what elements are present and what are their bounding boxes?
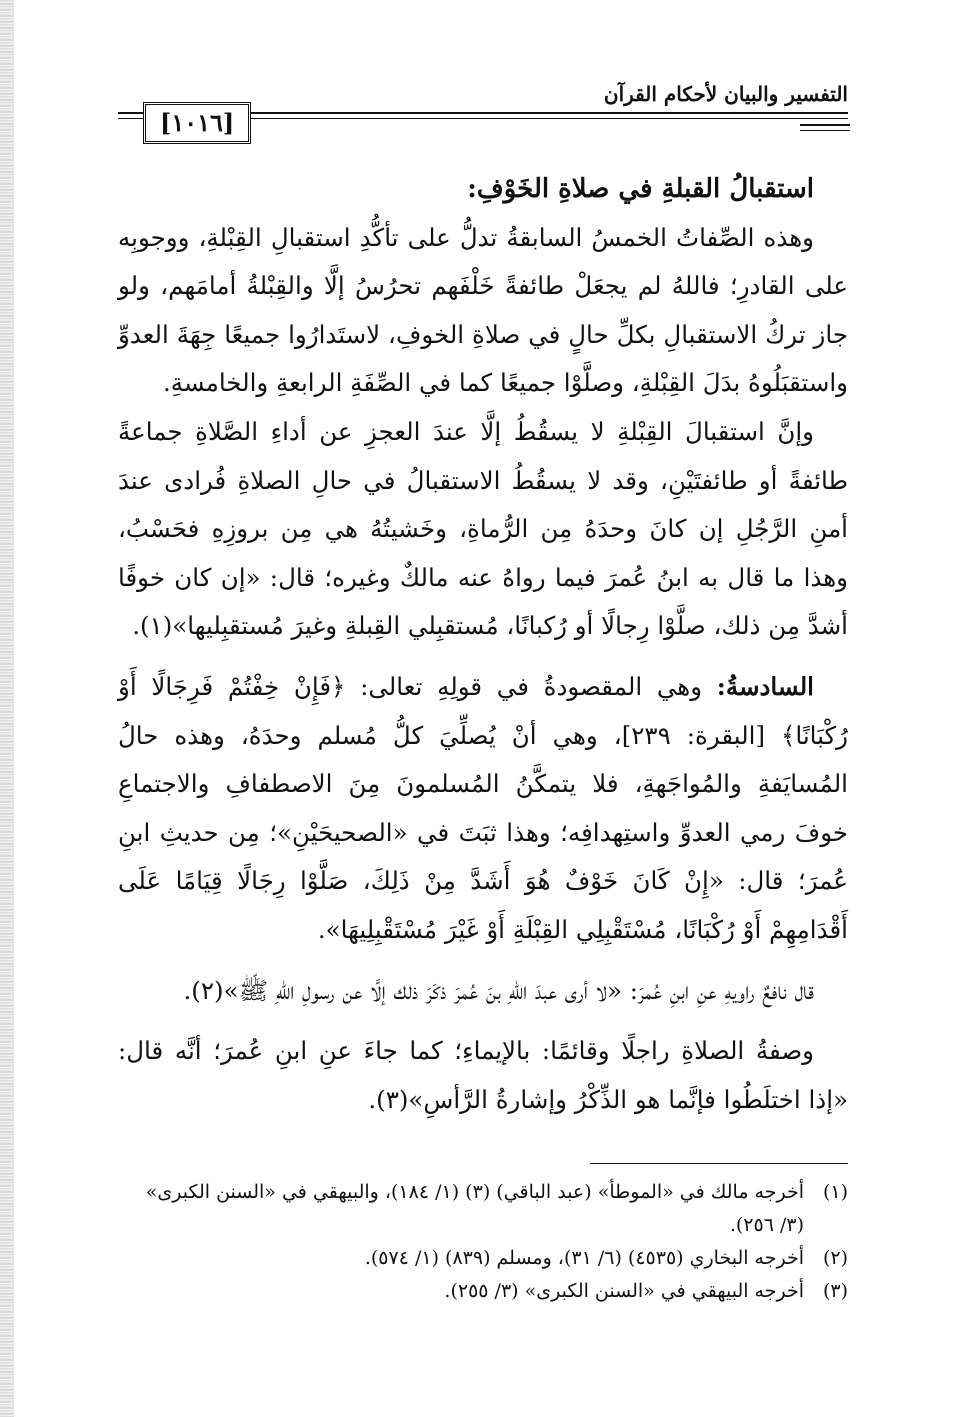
- running-header: [118, 82, 848, 162]
- paragraph-3-label: السادسةُ:: [716, 671, 814, 701]
- footnote: [118, 1242, 848, 1275]
- footnote-number: (٢): [822, 1247, 848, 1269]
- footnote-text: أخرجه البيهقي في «السنن الكبرى» (٣/ ٢٥٥).: [444, 1280, 804, 1302]
- paragraph-3: [118, 663, 848, 955]
- paragraph-4: قال نافعٌ راويهِ عنِ ابنِ عُمرَ: «لا أرى عبدَ اللهِ بنَ عُمرَ ذكَرَ ذلك إلَّا عن رسولِ اللهِ ﷺ»(٢).: [183, 975, 814, 1005]
- footnote: [118, 1275, 848, 1308]
- footnotes: [118, 1176, 848, 1308]
- paragraph-2: وإنَّ استقبالَ القِبْلةِ لا يسقُطُ إلَّا عندَ العجزِ عن أداءِ الصَّلاةِ جماعةً طائفةً أو طائفتَيْنِ، وقد لا يسقُطُ الاستقبالُ في حالِ الصلاةِ فُرادى عندَ أمنِ الرَّجُلِ إن كانَ وحدَهُ مِن الرُّماةِ، وخَشيتُهُ هي مِن بروزِهِ فحَسْبُ، وهذا ما قال به ابنُ عُمرَ فيما رواهُ عنه مالكٌ وغيره؛ قال: «إن كان خوفًا أشدَّ مِن ذلك، صلَّوْا رِجالًا أو رُكبانًا، مُستقبِلي القِبلةِ وغيرَ مُستقبِليها»(١).: [118, 416, 848, 641]
- section-heading: استقبالُ القبلةِ في صلاةِ الخَوْفِ:: [467, 174, 814, 204]
- footnote: [118, 1176, 848, 1242]
- page-number-value: ١٠١٦: [171, 108, 223, 137]
- paragraph-1: وهذه الصِّفاتُ الخمسُ السابقةُ تدلُّ على تأكُّدِ استقبالِ القِبْلةِ، ووجوبِه على القادرِ؛ فاللهُ لم يجعَلْ طائفةً خَلْفَهم تحرُسُ إلَّا والقِبْلةُ أمامَهم، ولو جاز تركُ الاستقبالِ بكلِّ حالٍ في صلاةِ الخوفِ، لاستَدارُوا جميعًا جِهَةَ العدوِّ واستقبَلُوهُ بدَلَ القِبْلةِ، وصلَّوْا جميعًا كما في الصِّفَةِ الرابعةِ والخامسةِ.: [118, 222, 848, 398]
- paragraph-5: وصفةُ الصلاةِ راجلًا وقائمًا: بالإيماءِ؛ كما جاءَ عنِ ابنِ عُمرَ؛ أنَّه قال: «إذا اختلَطُوا فإنَّما هو الذِّكْرُ وإشارةُ الرَّأسِ»(٣).: [118, 1036, 848, 1114]
- page-number: [143, 102, 251, 144]
- footnote-text: أخرجه مالك في «الموطأ» (عبد الباقي) (٣) (١/ ١٨٤)، والبيهقي في «السنن الكبرى» (٣/ ٢٥٦).: [145, 1181, 804, 1236]
- footnotes-separator: [590, 1163, 848, 1164]
- footnote-text: أخرجه البخاري (٤٥٣٥) (٦/ ٣١)، ومسلم (٨٣٩) (١/ ٥٧٤).: [364, 1247, 804, 1269]
- ornament-rule: [800, 124, 850, 126]
- bracket-right: ]: [222, 108, 235, 137]
- footnote-number: (١): [822, 1181, 848, 1203]
- footnote-number: (٣): [822, 1280, 848, 1302]
- book-title: التفسير والبيان لأحكام القرآن: [603, 82, 848, 106]
- bracket-left: [: [160, 108, 172, 137]
- scan-edge: [0, 0, 14, 1417]
- main-text: [118, 165, 848, 1124]
- paragraph-3-text: وهي المقصودةُ في قولِهِ تعالى: ﴿فَإِنْ خِفْتُمْ فَرِجَالًا أَوْ رُكْبَانًا﴾ [البقرة: ٢٣٩]، وهي أنْ يُصلِّيَ كلُّ مُسلم وحدَهُ، وهذه حالُ المُسايَفةِ والمُواجَهةِ، فلا يتمكَّنُ المُسلمونَ مِنَ الاصطفافِ والاجتماعِ خوفَ رمي العدوِّ واستِهدافِه؛ وهذا ثبَتَ في «الصحيحَيْنِ»؛ مِن حديثِ ابنِ عُمرَ؛ قال: «إِنْ كَانَ خَوْفٌ هُوَ أَشَدَّ مِنْ ذَلِكَ، صَلَّوْا رِجَالًا قِيَامًا عَلَى أَقْدَامِهِمْ أَوْ رُكْبَانًا، مُسْتَقْبِلِي القِبْلَةِ أَوْ غَيْرَ مُسْتَقْبِلِيهَا».: [118, 671, 849, 944]
- ornament-rule-thin: [800, 130, 850, 131]
